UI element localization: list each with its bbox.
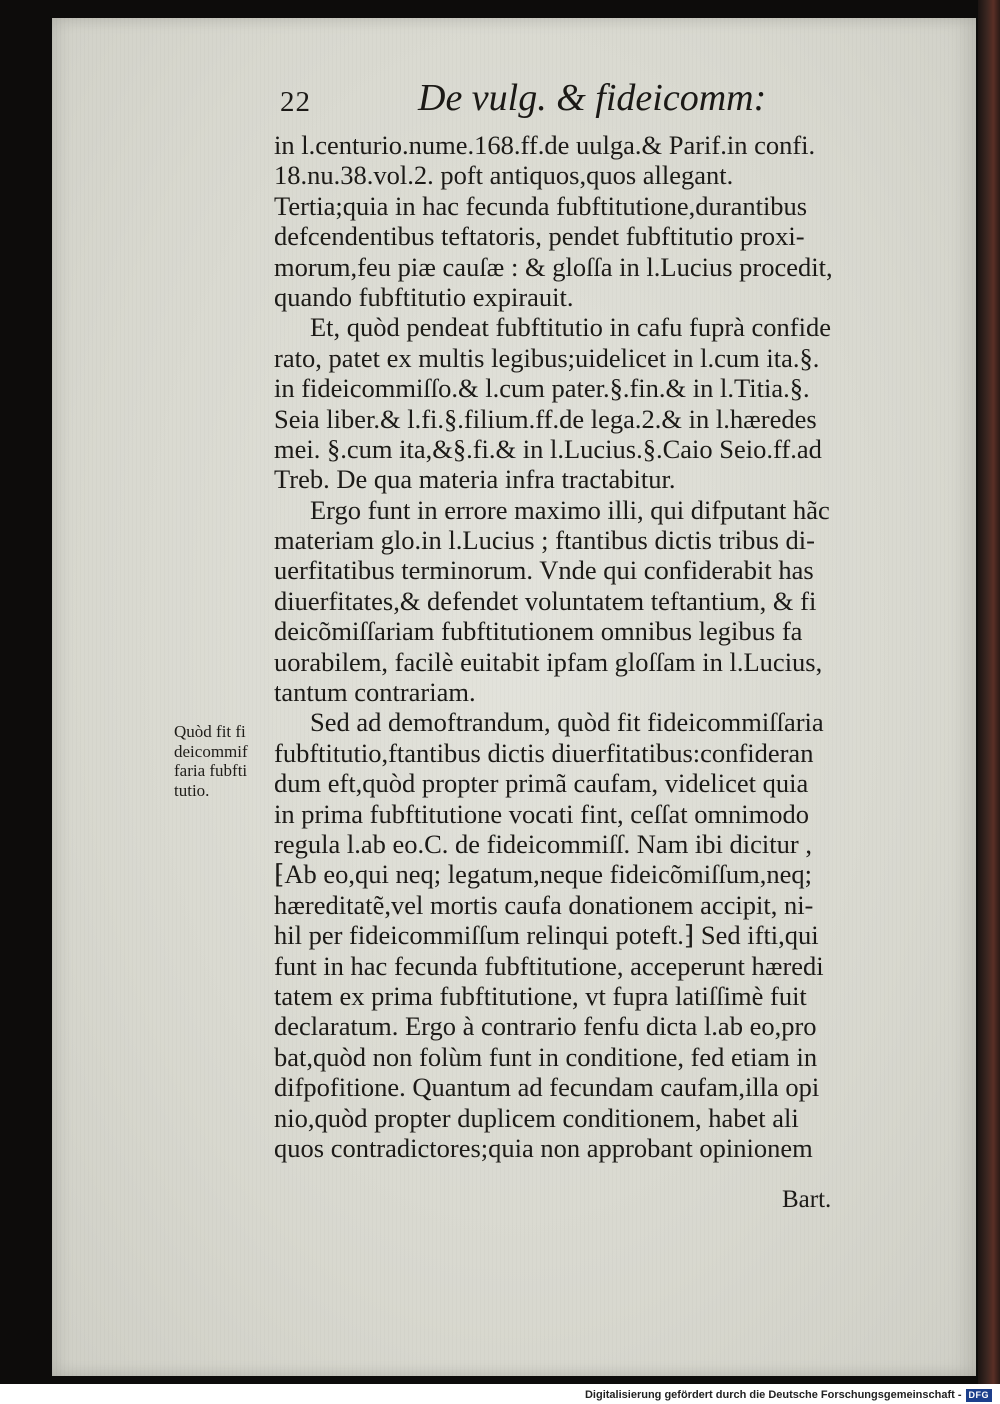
- text-line: declaratum. Ergo à contrario fenfu dicta l.ab eo,pro: [274, 1011, 817, 1042]
- page-number: 22: [280, 86, 311, 118]
- text-line: Tertia;quia in hac fecunda fubftitutione,durantibus: [274, 190, 808, 221]
- text-line: dum eft,quòd propter primã caufam, videlicet quia: [274, 768, 809, 799]
- margin-note: [174, 722, 274, 800]
- book-page: [52, 18, 976, 1376]
- text-line: in fideicommiſſo.& l.cum pater.§.fin.& in l.Titia.§.: [274, 373, 810, 404]
- text-line: Sed ad demoftrandum, quòd fit fideicommiſſaria: [310, 707, 824, 738]
- text-line: Ergo funt in errore maximo illi, qui difputant hãc: [310, 494, 830, 525]
- running-head: [280, 74, 900, 130]
- text-line: regula l.ab eo.C. de fideicommiſſ. Nam ibi dicitur ,: [274, 828, 812, 859]
- margin-note-line: deicommif: [174, 741, 248, 761]
- text-line: morum,feu piæ cauſæ : & gloſſa in l.Lucius procedit,: [274, 251, 833, 282]
- margin-note-line: Quòd fit fi: [174, 722, 246, 741]
- body-text: [274, 130, 910, 1163]
- text-line: in prima fubftitutione vocati fint, ceſſat omnimodo: [274, 798, 810, 829]
- text-line: bat,quòd non folùm funt in conditione, fed etiam in: [274, 1041, 818, 1072]
- text-line: funt in hac fecunda fubftitutione, acceperunt hæredi: [274, 950, 824, 981]
- catchword: Bart.: [782, 1186, 832, 1213]
- running-title: De vulg. & fideicomm:: [418, 77, 767, 119]
- dfg-logo: DFG: [966, 1389, 993, 1402]
- digitization-credit: [585, 1387, 992, 1403]
- text-line: Seia liber.& l.fi.§.filium.ff.de lega.2.& in l.hæredes: [274, 403, 817, 434]
- text-line: nio,quòd propter duplicem conditionem, habet ali: [274, 1102, 799, 1133]
- credit-text: Digitalisierung gefördert durch die Deutsche Forschungsgemeinschaft -: [584, 1389, 962, 1401]
- margin-note-line: tutio.: [174, 780, 210, 800]
- text-line: Et, quòd pendeat fubftitutio in cafu fuprà confide: [310, 312, 831, 343]
- text-line: fubftitutio,ftantibus dictis diuerfitatibus:confideran: [274, 737, 814, 768]
- text-line: uerfitatibus terminorum. Vnde qui confiderabit has: [274, 555, 814, 586]
- text-line: quos contradictores;quia non approbant opinionem: [274, 1132, 813, 1163]
- text-line: ⁅Ab eo,qui neq; legatum,neque fideicõmiſſum,neq;: [274, 859, 812, 890]
- text-line: defcendentibus teftatoris, pendet fubftitutio proxi-: [274, 221, 805, 252]
- text-line: Treb. De qua materia infra tractabitur.: [274, 464, 676, 495]
- text-line: quando fubftitutio expirauit.: [274, 281, 574, 312]
- text-line: in l.centurio.nume.168.ff.de uulga.& Parif.in confi.: [274, 130, 816, 160]
- text-line: deicõmiſſariam fubftitutionem omnibus legibus fa: [274, 616, 803, 647]
- text-line: mei. §.cum ita,&§.fi.& in l.Lucius.§.Caio Seio.ff.ad: [274, 433, 822, 464]
- text-line: materiam glo.in l.Lucius ; ftantibus dictis tribus di-: [274, 525, 815, 556]
- text-line: rato, patet ex multis legibus;uidelicet in l.cum ita.§.: [274, 342, 820, 373]
- margin-note-line: faria fubfti: [174, 761, 248, 780]
- text-line: 18.nu.38.vol.2. poft antiquos,quos allegant.: [274, 160, 734, 191]
- book-edge: [978, 0, 1000, 1384]
- text-line: tantum contrariam.: [274, 677, 476, 708]
- text-line: diuerfitates,& defendet voluntatem teftantium, & fi: [274, 585, 817, 616]
- text-line: uorabilem, facilè euitabit ipfam gloſſam in l.Lucius,: [274, 646, 823, 677]
- text-line: hæreditatẽ,vel mortis caufa donationem accipit, ni-: [274, 889, 814, 920]
- text-line: difpofitione. Quantum ad fecundam caufam,illa opi: [274, 1072, 820, 1103]
- text-line: tatem ex prima fubftitutione, vt fupra latiſſimè fuit: [274, 980, 807, 1011]
- text-line: hil per fideicommiſſum relinqui poteft.⁆ Sed ifti,qui: [274, 920, 819, 951]
